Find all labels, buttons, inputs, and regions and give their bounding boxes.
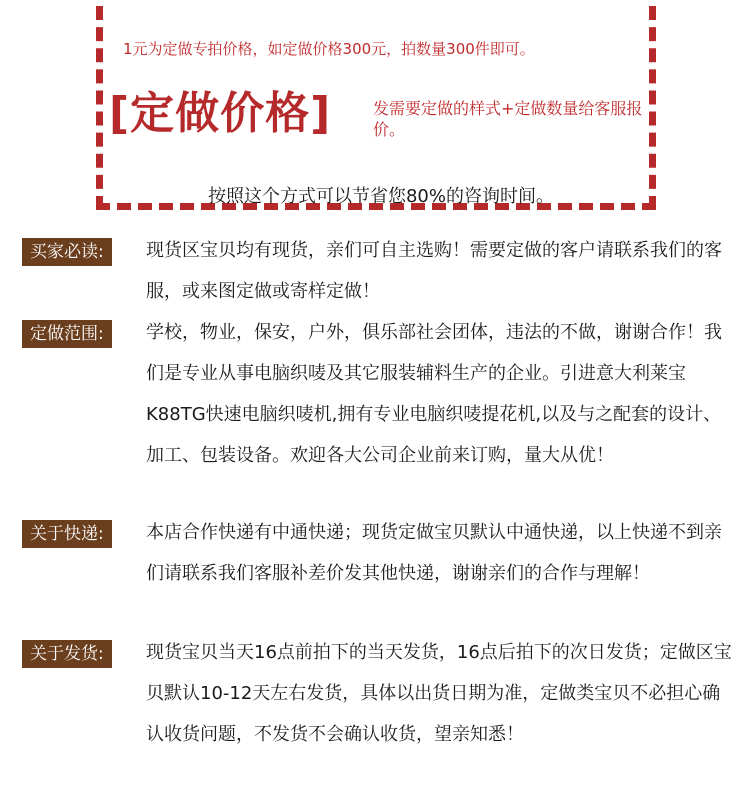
custom-price-title: [定做价格]	[109, 88, 332, 139]
section-label: 买家必读:	[22, 238, 112, 266]
section-label: 关于发货:	[22, 640, 112, 668]
section-text: 现货宝贝当天16点前拍下的当天发货，16点后拍下的次日发货；定做区宝贝默认10-12天左右发货，具体以出货日期为准，定做类宝贝不必担心确认收货问题，不发货不会确认收货，望亲知悉！	[146, 642, 732, 745]
section-label: 定做范围:	[22, 320, 112, 348]
section-text: 本店合作快递有中通快递；现货定做宝贝默认中通快递，以上快递不到亲们请联系我们客服补差价发其他快递，谢谢亲们的合作与理解！	[146, 522, 722, 584]
notice-time-saving-line: 按照这个方式可以节省您80%的咨询时间。	[207, 186, 554, 207]
pricing-notice-box	[96, 6, 656, 210]
section-text: 学校，物业，保安，户外，俱乐部社会团体，违法的不做，谢谢合作！我们是专业从事电脑织唛及其它服装辅料生产的企业。引进意大利莱宝K88TG快速电脑织唛机,拥有专业电脑织唛提花机,以及与之配套的设计、加工、包装设备。欢迎各大公司企业前来订购，量大从优！	[146, 322, 722, 466]
notice-price-line: 1元为定做专拍价格，如定做价格300元，拍数量300件即可。	[123, 40, 535, 58]
section-text: 现货区宝贝均有现货，亲们可自主选购！需要定做的客户请联系我们的客服，或来图定做或寄样定做！	[146, 240, 722, 302]
section-label: 关于快递:	[22, 520, 112, 548]
custom-price-note: 发需要定做的样式+定做数量给客服报价。	[373, 99, 643, 139]
